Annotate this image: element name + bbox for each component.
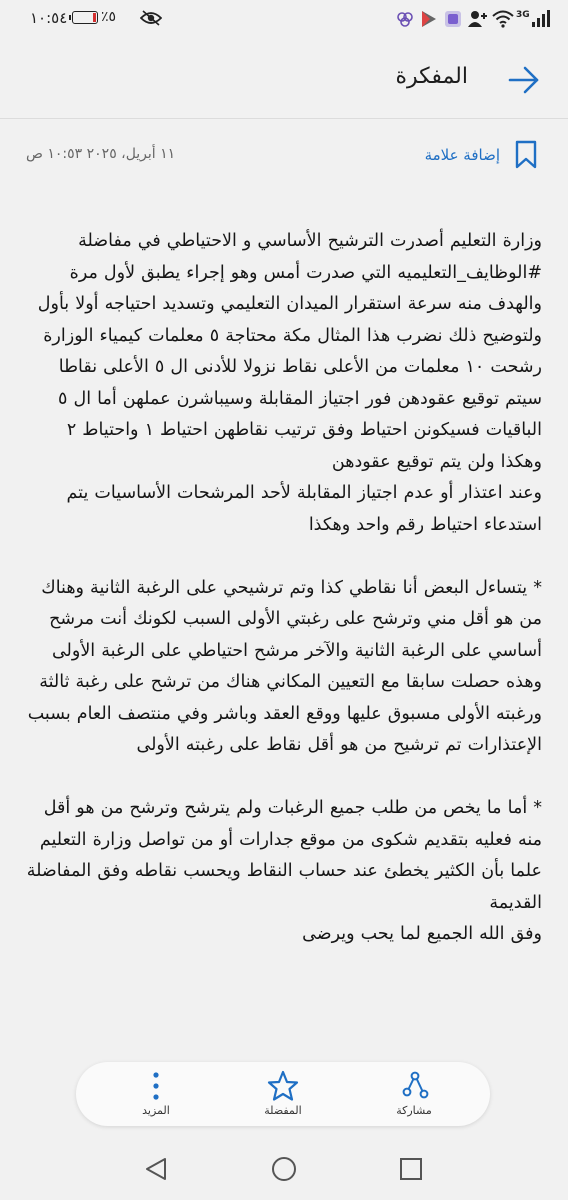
battery-icon xyxy=(72,11,98,24)
paragraph: * أما ما يخص من طلب جميع الرغبات ولم يترشح وترشح من هو أقل منه فعليه بتقديم شكوى من موقع جدارات أو من تواصل وزارة التعليم علما بأن الكثير يخطئ عند حساب النقاط ويحسب نقاطه وفق المفاضلة القديمة xyxy=(26,798,542,913)
arrow-right-icon[interactable] xyxy=(508,66,540,94)
add-bookmark-button[interactable] xyxy=(408,140,538,170)
status-bar xyxy=(0,0,568,40)
status-time: ١٠:٥٤ xyxy=(30,9,68,27)
bookmark-label: إضافة علامة xyxy=(424,146,500,164)
note-body[interactable] xyxy=(24,226,542,951)
more-vertical-icon xyxy=(151,1070,161,1102)
paragraph: وزارة التعليم أصدرت الترشيح الأساسي و الاحتياطي في مفاضلة #الوظايف_التعليميه التي صدرت أمس وهو إجراء يطبق لأول مرة والهدف منه سرعة استقرار الميدان التعليمي وتسديد احتياجه أولا بأول ولتوضيح ذلك نضرب هذا المثال مكة محتاجة ٥ معلمات كيمياء الوزارة رشحت ١٠ معلمات من الأعلى نقاط نزولا للأدنى ال ٥ الأعلى نقاطا سيتم توقيع عقودهن فور اجتياز المقابلة وسيباشرن عملهن أما ال ٥ الباقيات فسيكونن احتياط وفق ترتيب نقاطهن احتياط ١ واحتياط ٢ وهكذا ولن يتم توقيع عقودهن xyxy=(37,231,542,472)
more-button[interactable] xyxy=(116,1068,196,1122)
add-user-icon xyxy=(468,10,488,28)
paragraph: وعند اعتذار أو عدم اجتياز المقابلة لأحد المرشحات الأساسيات يتم استدعاء احتياط رقم واحد وهكذا xyxy=(66,483,542,535)
favorite-label: المفضلة xyxy=(264,1104,302,1117)
network-type: 3G xyxy=(516,10,530,20)
share-label: مشاركة xyxy=(396,1104,432,1117)
notification-icon xyxy=(444,10,462,28)
play-store-icon xyxy=(420,10,438,28)
page-title: المفكرة xyxy=(395,64,468,89)
more-label: المزيد xyxy=(142,1104,170,1117)
app-notification-icon xyxy=(396,10,414,28)
wifi-icon xyxy=(492,10,514,28)
paragraph: وفق الله الجميع لما يحب ويرضى xyxy=(302,924,542,944)
back-triangle-icon[interactable] xyxy=(143,1156,169,1182)
status-icons-right xyxy=(380,8,550,32)
note-date: ١١ أبريل، ٢٠٢٥ ١٠:٥٣ ص xyxy=(26,146,176,162)
battery-percent: ٪٥ xyxy=(101,9,117,25)
bookmark-icon xyxy=(514,140,538,170)
bottom-action-bar xyxy=(76,1062,490,1126)
system-nav-bar xyxy=(0,1138,568,1200)
star-icon xyxy=(267,1070,299,1102)
top-bar xyxy=(0,44,568,116)
share-button[interactable] xyxy=(374,1068,454,1122)
eye-icon xyxy=(140,10,162,26)
favorite-button[interactable] xyxy=(243,1068,323,1122)
recents-square-icon[interactable] xyxy=(398,1156,424,1182)
header-divider xyxy=(0,118,568,119)
home-circle-icon[interactable] xyxy=(271,1156,297,1182)
share-icon xyxy=(399,1070,429,1100)
paragraph: * يتساءل البعض أنا نقاطي كذا وتم ترشيحي على الرغبة الثانية وهناك من هو أقل مني وترشح على رغبتي الأولى السبب لكونك أنت مرشح أساسي على الرغبة الثانية والآخر مرشح احتياطي على الرغبة الأولى وهذه حصلت سابقا مع التعيين المكاني هناك من ترشح على رغبة ثالثة ورغبته الأولى مسبوق عليها ووقع العقد وباشر وفي منتصف العام بسبب الإعتذارات تم ترشيح من هو أقل نقاط على رغبته الأولى xyxy=(27,577,542,755)
signal-icon xyxy=(532,8,550,28)
